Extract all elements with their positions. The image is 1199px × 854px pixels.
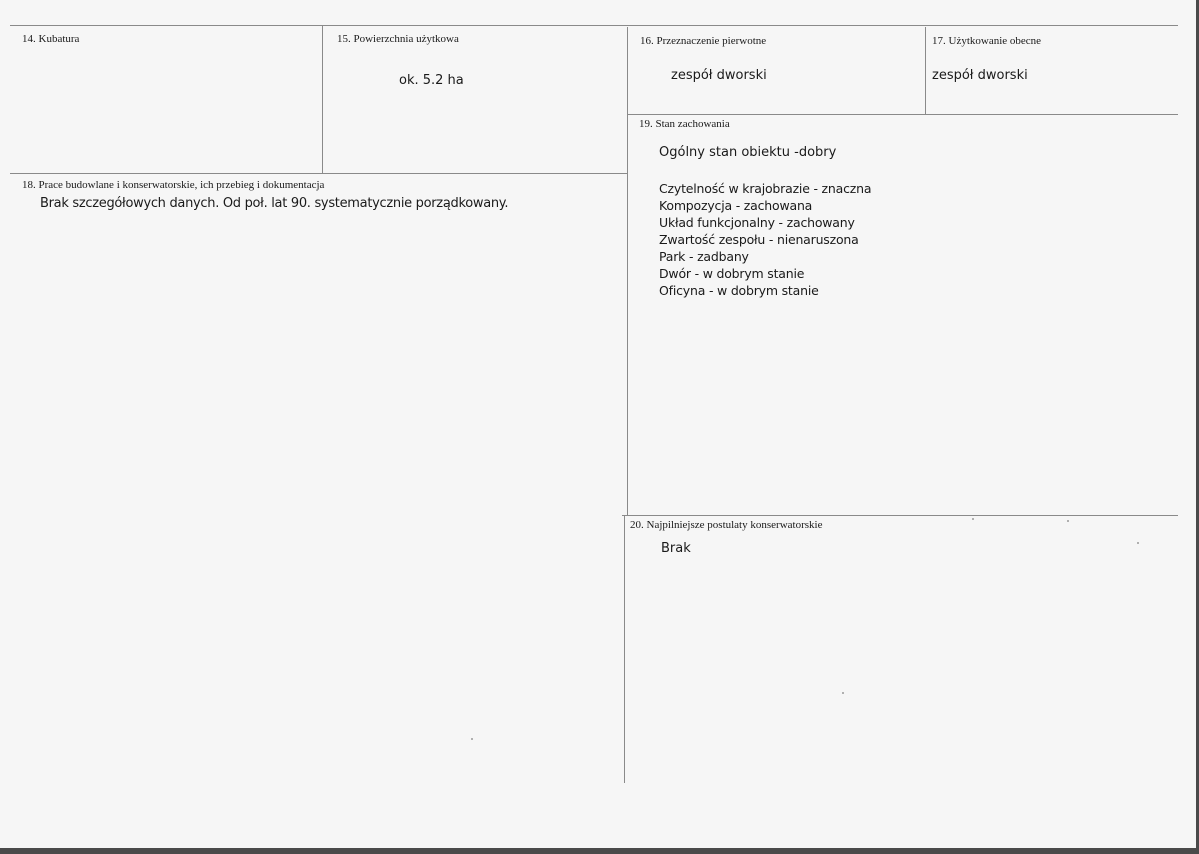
field-18-value: Brak szczegółowych danych. Od poł. lat 90. systematycznie porządkowany. (40, 196, 509, 211)
dust-speck (1067, 520, 1069, 522)
condition-item: Kompozycja - zachowana (659, 198, 813, 213)
condition-item: Czytelność w krajobrazie - znaczna (659, 181, 872, 196)
condition-item: Park - zadbany (659, 249, 749, 264)
field-15-label: 15. Powierzchnia użytkowa (337, 33, 459, 45)
field-20-value: Brak (661, 541, 691, 556)
dust-speck (471, 738, 473, 740)
condition-item: Dwór - w dobrym stanie (659, 266, 805, 281)
field-20-label: 20. Najpilniejsze postulaty konserwatorskie (630, 519, 823, 531)
field-19-general: Ogólny stan obiektu -dobry (659, 145, 837, 160)
field-18-label: 18. Prace budowlane i konserwatorskie, ich przebieg i dokumentacja (22, 179, 325, 191)
condition-item: Układ funkcjonalny - zachowany (659, 215, 855, 230)
field-17-value: zespół dworski (932, 68, 1028, 83)
condition-item: Oficyna - w dobrym stanie (659, 283, 819, 298)
dust-speck (972, 518, 974, 520)
dust-speck (842, 692, 844, 694)
divider-16-19 (627, 114, 1178, 115)
divider-18-20 (624, 515, 625, 783)
condition-item: Zwartość zespołu - nienaruszona (659, 232, 859, 247)
field-17-label: 17. Użytkowanie obecne (932, 35, 1042, 47)
field-16-value: zespół dworski (671, 68, 767, 83)
divider-16-17 (925, 27, 926, 114)
divider-14-18 (10, 173, 627, 174)
field-15-value: ok. 5.2 ha (399, 73, 464, 88)
field-16-label: 16. Przeznaczenie pierwotne (640, 35, 767, 47)
field-19-label: 19. Stan zachowania (639, 118, 730, 130)
condition-list (659, 180, 871, 299)
divider-14-15 (322, 25, 323, 173)
field-14-label: 14. Kubatura (22, 33, 80, 45)
divider-15-16 (627, 27, 628, 515)
divider-19-20 (622, 515, 1178, 516)
top-border-line (10, 25, 1178, 26)
dust-speck (1137, 542, 1139, 544)
